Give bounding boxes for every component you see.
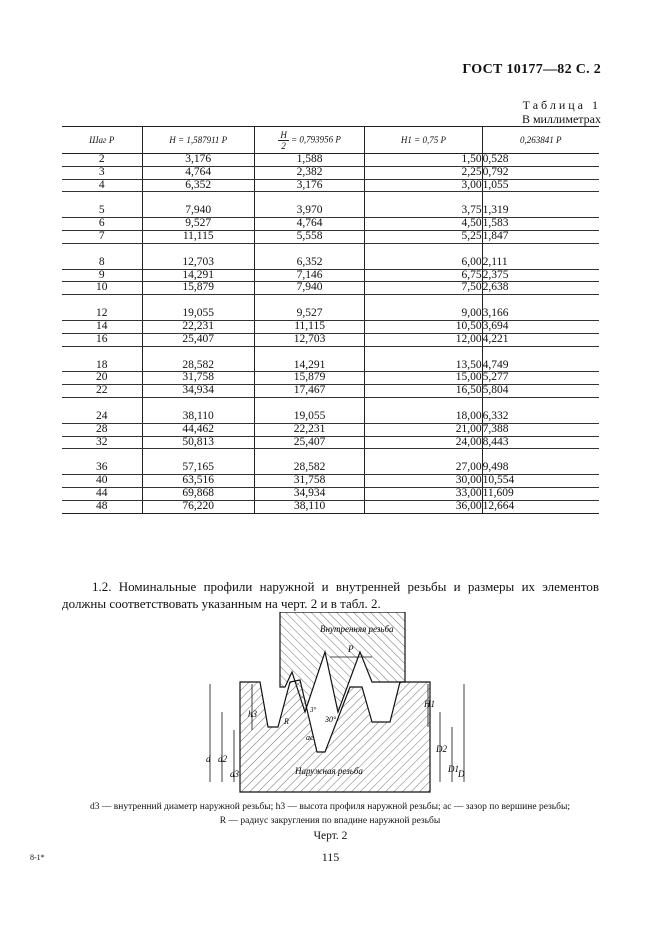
table-body bbox=[62, 154, 599, 514]
col-header-H-half bbox=[254, 127, 364, 154]
dim-h3: h3 bbox=[248, 709, 257, 719]
table-cell: 36 bbox=[62, 462, 142, 474]
table-group-gap bbox=[62, 397, 599, 411]
external-thread-label: Наружная резьба bbox=[295, 766, 363, 776]
small-angle-label: 3° bbox=[310, 706, 317, 714]
table-cell: 6,352 bbox=[142, 179, 254, 192]
table-gap-cell bbox=[482, 192, 599, 206]
table-cell: 3 bbox=[62, 166, 142, 179]
table-row bbox=[62, 487, 599, 500]
table-cell: 2,111 bbox=[482, 257, 599, 269]
angle-label: 30° bbox=[325, 715, 337, 724]
table-cell: 44 bbox=[62, 487, 142, 500]
table-cell: 8,443 bbox=[482, 436, 599, 449]
table-cell: 44,462 bbox=[142, 423, 254, 436]
table-row bbox=[62, 500, 599, 513]
table-cell: 5,804 bbox=[482, 385, 599, 398]
table-gap-cell bbox=[62, 449, 142, 463]
table-cell: 20 bbox=[62, 372, 142, 385]
table-cell: 12,00 bbox=[365, 333, 482, 346]
table-cell: 25,407 bbox=[142, 333, 254, 346]
table-gap-cell bbox=[482, 295, 599, 309]
dim-d: d bbox=[206, 754, 211, 764]
table-group-gap bbox=[62, 346, 599, 360]
pitch-label: P bbox=[348, 644, 354, 654]
col-header-H: H = 1,587911 P bbox=[142, 127, 254, 154]
table-gap-cell bbox=[142, 243, 254, 257]
col-header-H-half-value: = 0,793956 P bbox=[291, 134, 341, 145]
table-gap-cell bbox=[482, 397, 599, 411]
table-gap-cell bbox=[254, 449, 364, 463]
table-cell: 3,166 bbox=[482, 308, 599, 320]
table-cell: 34,934 bbox=[254, 487, 364, 500]
table-cell: 4 bbox=[62, 179, 142, 192]
table-cell: 15,879 bbox=[142, 282, 254, 295]
table-row bbox=[62, 166, 599, 179]
table-cell: 27,00 bbox=[365, 462, 482, 474]
table-title: Таблица 1 bbox=[522, 98, 601, 112]
table-row bbox=[62, 320, 599, 333]
table-cell: 2,25 bbox=[365, 166, 482, 179]
table-cell: 10 bbox=[62, 282, 142, 295]
table-row bbox=[62, 423, 599, 436]
table-cell: 1,847 bbox=[482, 230, 599, 243]
table-cell: 31,758 bbox=[142, 372, 254, 385]
table-cell: 9,00 bbox=[365, 308, 482, 320]
table-cell: 15,00 bbox=[365, 372, 482, 385]
table-cell: 40 bbox=[62, 475, 142, 488]
table-cell: 33,00 bbox=[365, 487, 482, 500]
table-cell: 11,115 bbox=[254, 320, 364, 333]
table-cell: 28,582 bbox=[254, 462, 364, 474]
table-gap-cell bbox=[62, 346, 142, 360]
table-cell: 14,291 bbox=[142, 269, 254, 282]
table-cell: 22 bbox=[62, 385, 142, 398]
table-cell: 36,00 bbox=[365, 500, 482, 513]
table-cell: 4,50 bbox=[365, 218, 482, 231]
table-cell: 4,221 bbox=[482, 333, 599, 346]
table-cell: 7,388 bbox=[482, 423, 599, 436]
table-gap-cell bbox=[482, 449, 599, 463]
thread-table bbox=[62, 126, 599, 514]
table-cell: 63,516 bbox=[142, 475, 254, 488]
table-cell: 2,382 bbox=[254, 166, 364, 179]
table-cell: 2,375 bbox=[482, 269, 599, 282]
table-gap-cell bbox=[62, 397, 142, 411]
table-gap-cell bbox=[254, 397, 364, 411]
table-gap-cell bbox=[365, 192, 482, 206]
table-cell: 10,554 bbox=[482, 475, 599, 488]
dim-H1: H1 bbox=[424, 699, 435, 709]
table-cell: 7,146 bbox=[254, 269, 364, 282]
table-cell: 9,527 bbox=[142, 218, 254, 231]
table-cell: 21,00 bbox=[365, 423, 482, 436]
table-cell: 76,220 bbox=[142, 500, 254, 513]
table-cell: 69,868 bbox=[142, 487, 254, 500]
table-gap-cell bbox=[254, 346, 364, 360]
table-cell: 38,110 bbox=[254, 500, 364, 513]
dim-D1: D1 bbox=[448, 764, 459, 774]
table-row bbox=[62, 179, 599, 192]
table-cell: 18 bbox=[62, 360, 142, 372]
dim-d2: d2 bbox=[218, 754, 227, 764]
table-row bbox=[62, 372, 599, 385]
table-cell: 6,00 bbox=[365, 257, 482, 269]
dim-D: D bbox=[458, 769, 465, 779]
table-cell: 24,00 bbox=[365, 436, 482, 449]
table-row bbox=[62, 205, 599, 217]
table-cell: 19,055 bbox=[254, 411, 364, 423]
table-gap-cell bbox=[62, 192, 142, 206]
table-cell: 1,583 bbox=[482, 218, 599, 231]
print-code: 8-1* bbox=[30, 853, 45, 862]
table-gap-cell bbox=[62, 243, 142, 257]
table-cell: 30,00 bbox=[365, 475, 482, 488]
table-cell: 12 bbox=[62, 308, 142, 320]
table-cell: 8 bbox=[62, 257, 142, 269]
table-cell: 11,609 bbox=[482, 487, 599, 500]
table-cell: 28,582 bbox=[142, 360, 254, 372]
table-cell: 2 bbox=[62, 154, 142, 167]
table-row bbox=[62, 308, 599, 320]
table-cell: 31,758 bbox=[254, 475, 364, 488]
table-cell: 5,25 bbox=[365, 230, 482, 243]
table-cell: 22,231 bbox=[254, 423, 364, 436]
table-cell: 6 bbox=[62, 218, 142, 231]
table-cell: 32 bbox=[62, 436, 142, 449]
table-cell: 5,558 bbox=[254, 230, 364, 243]
table-cell: 7,940 bbox=[142, 205, 254, 217]
table-gap-cell bbox=[365, 397, 482, 411]
table-row bbox=[62, 257, 599, 269]
table-cell: 6,352 bbox=[254, 257, 364, 269]
table-cell: 28 bbox=[62, 423, 142, 436]
fraction bbox=[278, 130, 289, 151]
table-cell: 14 bbox=[62, 320, 142, 333]
fraction-denominator: 2 bbox=[281, 140, 286, 151]
table-row bbox=[62, 218, 599, 231]
table-gap-cell bbox=[142, 192, 254, 206]
table-cell: 4,764 bbox=[254, 218, 364, 231]
thread-profile-drawing bbox=[200, 612, 470, 802]
table-row bbox=[62, 475, 599, 488]
table-cell: 12,703 bbox=[142, 257, 254, 269]
internal-thread-label: Внутренняя резьба bbox=[320, 624, 394, 634]
table-gap-cell bbox=[254, 192, 364, 206]
table-cell: 6,75 bbox=[365, 269, 482, 282]
table-gap-cell bbox=[482, 346, 599, 360]
table-cell: 9 bbox=[62, 269, 142, 282]
table-row bbox=[62, 436, 599, 449]
table-cell: 34,934 bbox=[142, 385, 254, 398]
table-cell: 6,332 bbox=[482, 411, 599, 423]
table-cell: 5 bbox=[62, 205, 142, 217]
table-cell: 18,00 bbox=[365, 411, 482, 423]
table-row bbox=[62, 462, 599, 474]
table-gap-cell bbox=[365, 243, 482, 257]
table-cell: 7 bbox=[62, 230, 142, 243]
table-cell: 7,940 bbox=[254, 282, 364, 295]
dim-d3: d3 bbox=[230, 769, 239, 779]
table-row bbox=[62, 333, 599, 346]
table-cell: 2,638 bbox=[482, 282, 599, 295]
table-gap-cell bbox=[254, 295, 364, 309]
table-cell: 38,110 bbox=[142, 411, 254, 423]
table-units: В миллиметрах bbox=[521, 112, 601, 126]
dim-ac: ac bbox=[306, 733, 314, 742]
table-row bbox=[62, 269, 599, 282]
figure-caption: Черт. 2 bbox=[313, 830, 348, 842]
table-cell: 19,055 bbox=[142, 308, 254, 320]
table-cell: 24 bbox=[62, 411, 142, 423]
table-gap-cell bbox=[142, 346, 254, 360]
dim-R: R bbox=[284, 717, 289, 726]
table-cell: 17,467 bbox=[254, 385, 364, 398]
table-cell: 15,879 bbox=[254, 372, 364, 385]
table-cell: 3,176 bbox=[142, 154, 254, 167]
table-cell: 7,50 bbox=[365, 282, 482, 295]
table-cell: 1,319 bbox=[482, 205, 599, 217]
table-cell: 4,764 bbox=[142, 166, 254, 179]
table-caption bbox=[522, 98, 601, 126]
paragraph-1-2: 1.2. Номинальные профили наружной и внутренней резьбы и размеры их элементов должны соответствовать указанным на черт. 2 и в табл. 2. bbox=[62, 579, 599, 611]
table-row bbox=[62, 230, 599, 243]
table-gap-cell bbox=[62, 295, 142, 309]
table-cell: 57,165 bbox=[142, 462, 254, 474]
table-group-gap bbox=[62, 243, 599, 257]
table-group-gap bbox=[62, 192, 599, 206]
table-cell: 9,527 bbox=[254, 308, 364, 320]
dim-D2: D2 bbox=[436, 744, 447, 754]
table-row bbox=[62, 282, 599, 295]
table-cell: 50,813 bbox=[142, 436, 254, 449]
table-gap-cell bbox=[142, 295, 254, 309]
table-cell: 3,75 bbox=[365, 205, 482, 217]
table-gap-cell bbox=[365, 346, 482, 360]
table-cell: 3,176 bbox=[254, 179, 364, 192]
table-cell: 9,498 bbox=[482, 462, 599, 474]
table-gap-cell bbox=[482, 243, 599, 257]
table-cell: 1,50 bbox=[365, 154, 482, 167]
table-group-gap bbox=[62, 449, 599, 463]
table-cell: 10,50 bbox=[365, 320, 482, 333]
col-header-coef: 0,263841 P bbox=[482, 127, 599, 154]
col-header-pitch: Шаг P bbox=[62, 127, 142, 154]
table-gap-cell bbox=[365, 449, 482, 463]
table-cell: 0,528 bbox=[482, 154, 599, 167]
table-group-gap bbox=[62, 295, 599, 309]
page-header: ГОСТ 10177—82 С. 2 bbox=[462, 62, 601, 77]
table-gap-cell bbox=[142, 397, 254, 411]
table-cell: 25,407 bbox=[254, 436, 364, 449]
table-cell: 16 bbox=[62, 333, 142, 346]
table-cell: 5,277 bbox=[482, 372, 599, 385]
figure-legend: d3 — внутренний диаметр наружной резьбы; h3 — высота профиля наружной резьбы; ac — зазор по вершине резьбы; R — радиус закругления по впадине наружной резьбы bbox=[90, 802, 570, 826]
table-cell: 13,50 bbox=[365, 360, 482, 372]
page-number: 115 bbox=[321, 850, 340, 864]
table-cell: 12,664 bbox=[482, 500, 599, 513]
table-cell: 12,703 bbox=[254, 333, 364, 346]
table-cell: 3,694 bbox=[482, 320, 599, 333]
table-cell: 4,749 bbox=[482, 360, 599, 372]
table-row bbox=[62, 154, 599, 167]
table-row bbox=[62, 385, 599, 398]
fraction-numerator: H bbox=[280, 129, 287, 140]
table-cell: 16,50 bbox=[365, 385, 482, 398]
table-gap-cell bbox=[142, 449, 254, 463]
table-cell: 14,291 bbox=[254, 360, 364, 372]
table-cell: 22,231 bbox=[142, 320, 254, 333]
table-cell: 11,115 bbox=[142, 230, 254, 243]
table-row bbox=[62, 411, 599, 423]
table-cell: 48 bbox=[62, 500, 142, 513]
table-cell: 3,00 bbox=[365, 179, 482, 192]
col-header-H1: H1 = 0,75 P bbox=[365, 127, 482, 154]
table-gap-cell bbox=[365, 295, 482, 309]
table-cell: 0,792 bbox=[482, 166, 599, 179]
table-gap-cell bbox=[254, 243, 364, 257]
table-row bbox=[62, 360, 599, 372]
table-cell: 1,055 bbox=[482, 179, 599, 192]
table-cell: 1,588 bbox=[254, 154, 364, 167]
table-cell: 3,970 bbox=[254, 205, 364, 217]
